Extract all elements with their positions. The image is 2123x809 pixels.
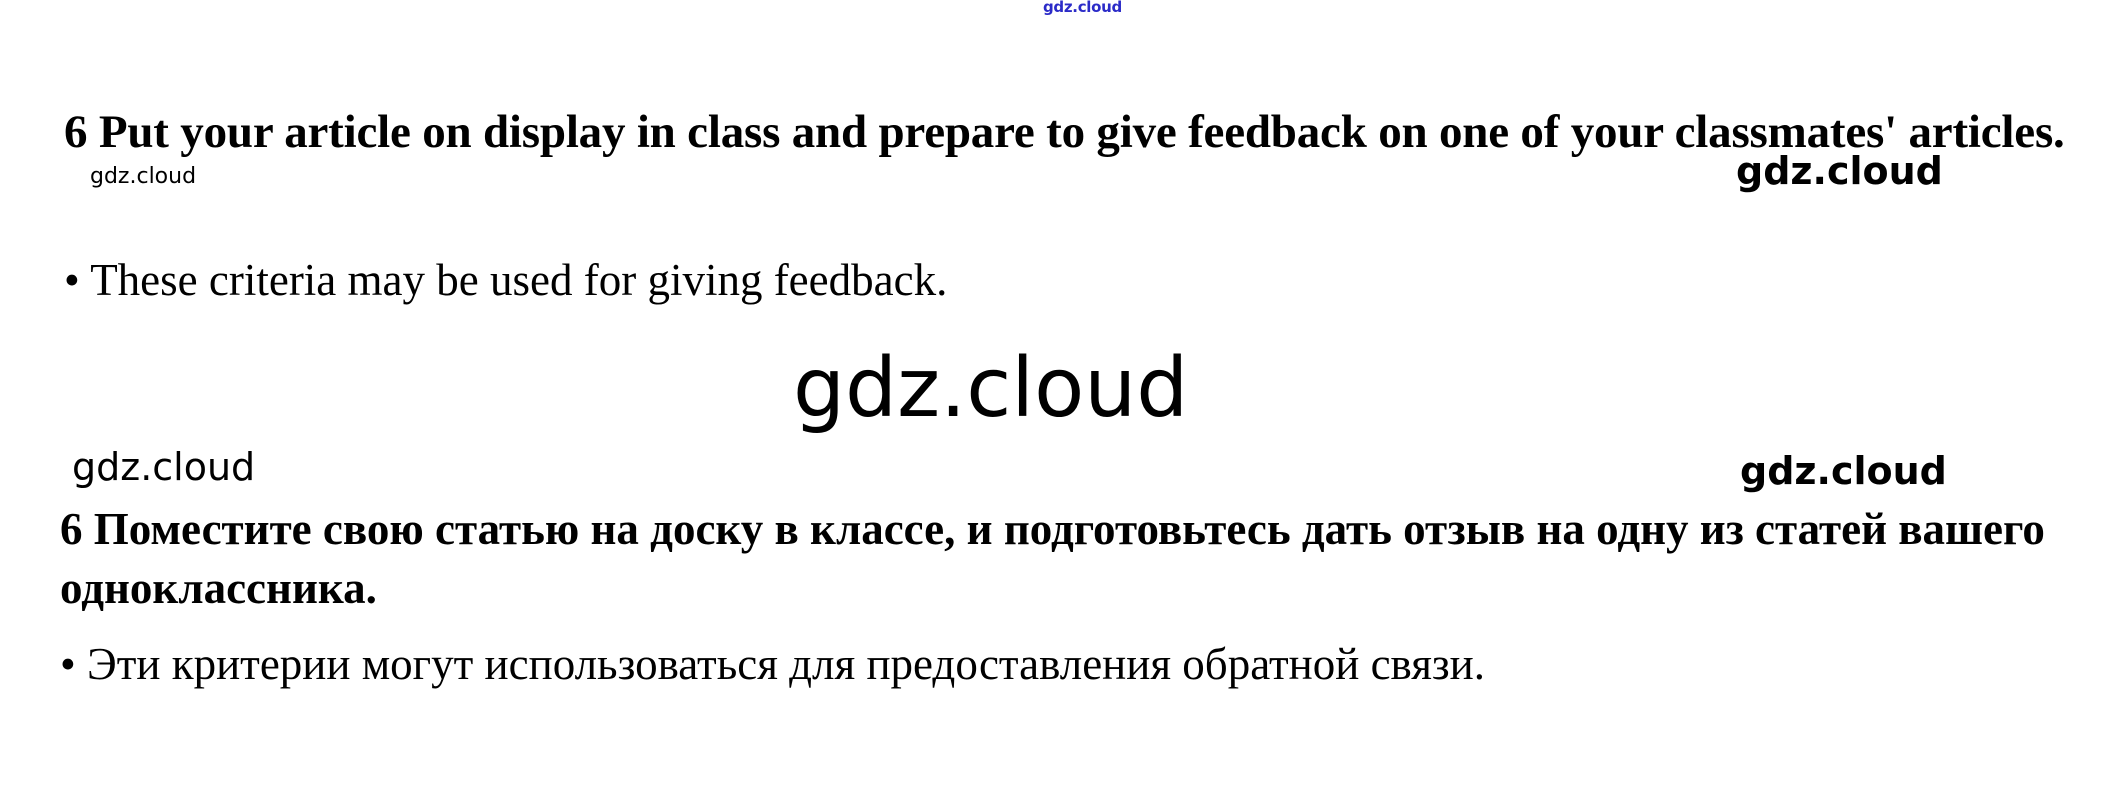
russian-exercise-heading: 6 Поместите свою статью на доску в классе, и подготовьтесь дать отзыв на одну из статей вашего одноклассника. — [60, 504, 2045, 613]
russian-criteria-bullet: • Эти критерии могут использоваться для предоставления обратной связи. — [60, 639, 1486, 689]
watermark-right-upper: gdz.cloud — [1736, 149, 1943, 193]
watermark-mid-left: gdz.cloud — [72, 445, 256, 489]
english-criteria-bullet: • These criteria may be used for giving feedback. — [64, 255, 948, 305]
watermark-small-left: gdz.cloud — [90, 164, 197, 189]
watermark-big-center: gdz.cloud — [793, 341, 1189, 436]
english-exercise-heading: 6 Put your article on display in class and prepare to give feedback on one of your classmates' articles. — [64, 106, 2065, 158]
watermark-right-lower: gdz.cloud — [1740, 449, 1947, 493]
watermark-top-center: gdz.cloud — [1043, 0, 1122, 16]
